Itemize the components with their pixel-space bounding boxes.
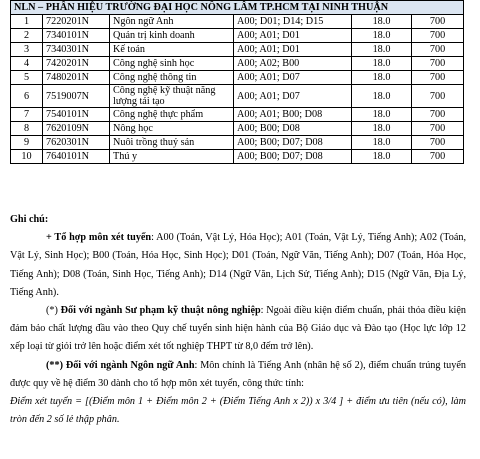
cutoff-score: 18.0 [352, 122, 412, 136]
row-number: 4 [11, 57, 43, 71]
cutoff-score: 18.0 [352, 43, 412, 57]
subject-combos: A00; B00; D07; D08 [234, 136, 352, 150]
table-header-row [11, 1, 464, 15]
major-code: 7220201N [43, 15, 110, 29]
row-number: 1 [11, 15, 43, 29]
major-name: Kế toán [110, 43, 234, 57]
quota: 700 [412, 43, 464, 57]
quota: 700 [412, 150, 464, 164]
table-header: NLN – PHÂN HIỆU TRƯỜNG ĐẠI HỌC NÔNG LÂM TP.HCM TẠI NINH THUẬN [11, 1, 464, 15]
table-row [11, 136, 464, 150]
major-code: 7340101N [43, 29, 110, 43]
major-code: 7620109N [43, 122, 110, 136]
table-row [11, 43, 464, 57]
subject-combos: A00; A01; D01 [234, 43, 352, 57]
cutoff-score: 18.0 [352, 85, 412, 108]
major-name: Quản trị kinh doanh [110, 29, 234, 43]
quota: 700 [412, 136, 464, 150]
edu-note [10, 302, 466, 357]
quota: 700 [412, 71, 464, 85]
cutoff-score: 18.0 [352, 57, 412, 71]
cutoff-score: 18.0 [352, 108, 412, 122]
major-name: Nông học [110, 122, 234, 136]
row-number: 3 [11, 43, 43, 57]
major-code: 7620301N [43, 136, 110, 150]
combo-note-label: + Tổ hợp môn xét tuyển [46, 232, 152, 244]
notes-title: Ghi chú: [10, 214, 49, 225]
eng-note-label: Đối với ngành Ngôn ngữ Anh [65, 359, 195, 371]
row-number: 2 [11, 29, 43, 43]
row-number: 8 [11, 122, 43, 136]
admission-table [10, 0, 464, 164]
table-row [11, 57, 464, 71]
major-name: Công nghệ sinh học [110, 57, 234, 71]
subject-combos: A00; D01; D14; D15 [234, 15, 352, 29]
row-number: 10 [11, 150, 43, 164]
subject-combos: A00; A01; D07 [234, 71, 352, 85]
row-number: 9 [11, 136, 43, 150]
row-number: 6 [11, 85, 43, 108]
subject-combos: A00; B00; D08 [234, 122, 352, 136]
edu-note-text: : Ngoài điều kiện điểm chuẩn, phải thỏa điều kiện đảm bảo chất lượng đầu vào theo Quy chế tuyển sinh hiện hành của Bộ Giáo dục và Đào tạo (Học lực lớp 12 xếp loại từ giỏi trở lên hoặc điểm xét tốt nghiệp THPT từ 8,0 đếm trở lên). [10, 305, 466, 353]
edu-note-prefix: (*) [46, 305, 61, 317]
edu-note-label: Đối với ngành Sư phạm kỹ thuật nông nghiệp [60, 305, 261, 317]
major-code: 7519007N [43, 85, 110, 108]
major-name: Nuôi trồng thuỷ sản [110, 136, 234, 150]
combo-note-text: : A00 (Toán, Vật Lý, Hóa Học); A01 (Toán, Vật Lý, Tiếng Anh); A02 (Toán, Vật Lý, Sinh Học); B00 (Toán, Hóa Học, Sinh Học); D01 (Toán, Ngữ Văn, Tiếng Anh); D07 (Toán, Hóa Học, Tiếng Anh); D08 (Toán, Sinh Học, Tiếng Anh); D14 (Ngữ Văn, Lịch Sử, Tiếng Anh); D15 (Ngữ Văn, Địa Lý, Tiếng Anh). [10, 232, 467, 298]
cutoff-score: 18.0 [352, 150, 412, 164]
subject-combos: A00; A01; D07 [234, 85, 352, 108]
table-row [11, 122, 464, 136]
quota: 700 [412, 15, 464, 29]
row-number: 5 [11, 71, 43, 85]
major-code: 7480201N [43, 71, 110, 85]
subject-combos: A00; A02; B00 [234, 57, 352, 71]
quota: 700 [412, 108, 464, 122]
quota: 700 [412, 85, 464, 108]
row-number: 7 [11, 108, 43, 122]
table-row [11, 71, 464, 85]
table-row [11, 108, 464, 122]
subject-combos: A00; A01; B00; D08 [234, 108, 352, 122]
major-name: Công nghệ thông tin [110, 71, 234, 85]
subject-combos: A00; B00; D07; D08 [234, 150, 352, 164]
table-row [11, 85, 464, 108]
major-code: 7540101N [43, 108, 110, 122]
eng-note-text: : Môn chính là Tiếng Anh (nhân hệ số 2), điểm chuẩn trúng tuyển được quy về hệ điểm 30 dành cho tổ hợp môn xét tuyển, công thức tính: [10, 359, 466, 389]
quota: 700 [412, 57, 464, 71]
table-row [11, 150, 464, 164]
quota: 700 [412, 122, 464, 136]
major-name: Công nghệ thực phẩm [110, 108, 234, 122]
table-row [11, 15, 464, 29]
notes-section [10, 210, 466, 429]
combo-note [10, 229, 466, 302]
major-code: 7640101N [43, 150, 110, 164]
eng-note [10, 357, 466, 393]
major-name: Công nghệ kỹ thuật năng lượng tái tạo [110, 85, 234, 108]
eng-note-prefix: (**) [46, 359, 66, 371]
major-name: Thú y [110, 150, 234, 164]
cutoff-score: 18.0 [352, 136, 412, 150]
cutoff-score: 18.0 [352, 29, 412, 43]
major-code: 7340301N [43, 43, 110, 57]
score-formula: Điểm xét tuyển = [(Điểm môn 1 + Điểm môn 2 + (Điểm Tiếng Anh x 2)) x 3/4 ] + điểm ưu tiên (nếu có), làm tròn đến 2 số lẻ thập phân. [10, 396, 466, 426]
subject-combos: A00; A01; D01 [234, 29, 352, 43]
major-name: Ngôn ngữ Anh [110, 15, 234, 29]
cutoff-score: 18.0 [352, 71, 412, 85]
table-row [11, 29, 464, 43]
major-code: 7420201N [43, 57, 110, 71]
cutoff-score: 18.0 [352, 15, 412, 29]
quota: 700 [412, 29, 464, 43]
